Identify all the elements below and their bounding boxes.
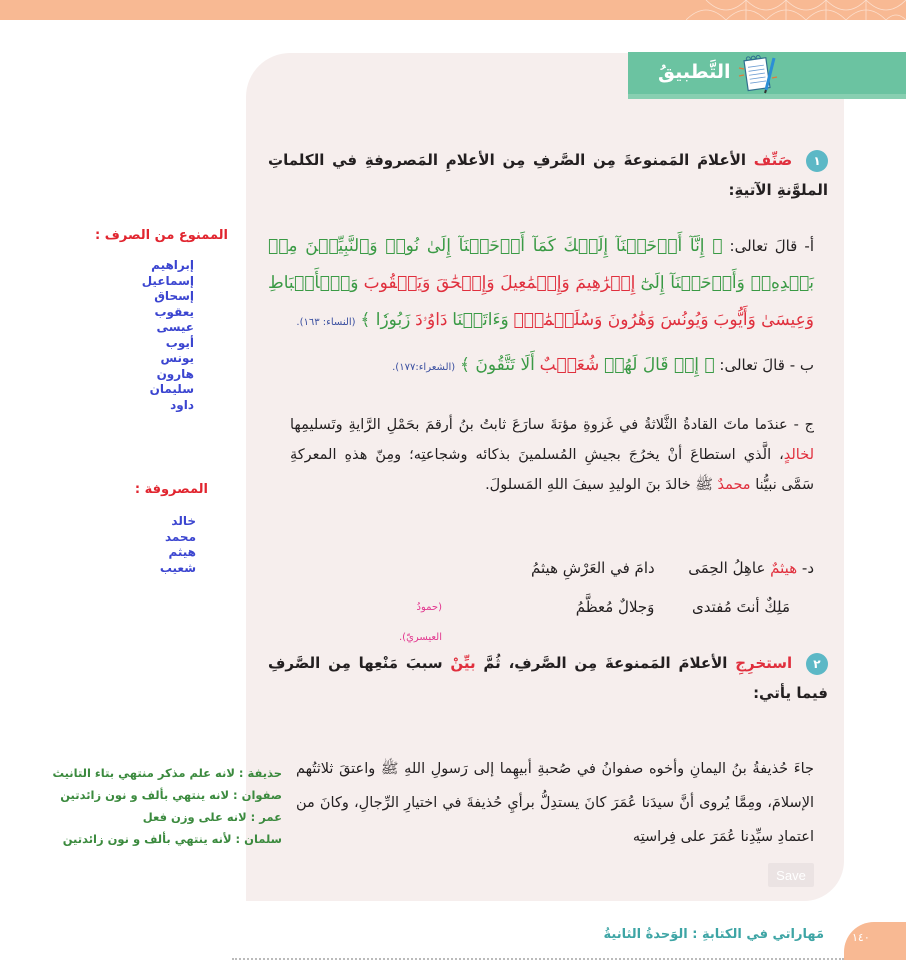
- forbidden-list: [100, 258, 194, 413]
- list-item: خالد: [171, 514, 196, 528]
- list-item: إبراهيم: [151, 258, 194, 272]
- declinable-list: [120, 514, 196, 576]
- list-item: إسحاق: [154, 289, 194, 303]
- item-d-line2-hemistich1: مَلِكٌ أنتَ مُفتدى: [691, 598, 790, 616]
- item-a-verse-red3: وَيُونُسَ وَهَٰرُونَ وَسُلَيۡمَٰنَۚ: [513, 310, 709, 330]
- list-item: شعيب: [159, 560, 196, 575]
- list-item: أيوب: [165, 335, 194, 350]
- footer-dotted-divider: [232, 956, 844, 960]
- list-item: إسماعيل: [141, 273, 194, 288]
- instruction-verb-explain: بيِّنْ: [450, 654, 476, 672]
- forbidden-heading: الممنوع من الصرف :: [95, 228, 228, 243]
- item-c-red-khalid: لخالدٍ: [783, 447, 814, 463]
- list-item: يعقوب: [154, 304, 194, 319]
- item-b-verse-red: شُعَيۡبٌ: [539, 355, 600, 375]
- answer-item: سلمان : لأنه ينتهي بألف و نون زائدتين: [62, 832, 282, 846]
- declinable-heading: المصروفة :: [134, 482, 208, 497]
- exercise2-instruction: [268, 648, 828, 708]
- instruction-text: الأعلامَ المَمنوعةَ مِن الصَّرفِ مِن الأعلامِ المَصروفةِ في الكلماتِ الملوَّنةِ الآتيةِ:: [268, 151, 828, 199]
- item-d-label: د-: [801, 559, 814, 577]
- item-d-hemistich2: دامَ في العَرْشِ هيثمُ: [531, 559, 655, 577]
- answer-item: حذيفة : لانه علم مذكر منتهي بتاء التانيث: [52, 766, 282, 780]
- item-b-verse-part1: ﴿ إِذۡ قَالَ لَهُمۡ: [604, 355, 715, 375]
- item-b-label: ب - قالَ تعالى:: [719, 356, 814, 374]
- item-a-verse-red1: إِبۡرَٰهِيمَ وَإِسۡمَٰعِيلَ وَإِسۡحَٰقَ وَيَعۡقُوبَ: [363, 273, 636, 293]
- item-d-red-haitham: هيثمٌ: [770, 559, 798, 577]
- exercise1-number: ١: [806, 150, 828, 172]
- list-item: عيسى: [156, 320, 194, 334]
- instruction-verb: صَنِّف: [753, 151, 793, 169]
- item-a-verse-red4: دَاوُۥدَ: [415, 310, 448, 330]
- item-c-text3: ﷺ خالدَ بنَ الوليدِ سيفَ اللهِ المَسلولَ.: [485, 477, 713, 493]
- item-c-text1: عندَما ماتَ القادةُ الثَّلاثةُ في غَزوةِ مؤتةَ سارَعَ ثابتُ بنُ أرقمَ بحَمْلِ الرَّايةِ وتَسليمِها: [290, 417, 788, 433]
- item-d-line1: [500, 553, 814, 583]
- item-c: [290, 410, 814, 500]
- exercise1-instruction: [268, 145, 828, 205]
- notepad-pencil-icon: [736, 54, 780, 94]
- item-c-red-muhammad: محمدٌ: [717, 477, 751, 493]
- list-item: يونس: [160, 351, 194, 365]
- poet-reference: (حمودُ العيسريّ).: [398, 602, 442, 643]
- list-item: هيثم: [168, 545, 196, 559]
- exercise2-paragraph: جاءَ حُذيفةُ بنُ اليمانِ وأخوه صفوانُ في صُحبةِ أبيهِما إلى رَسولِ اللهِ ﷺ واعتقَ ثلاثتُهم الإسلامَ، ومِمَّا يُروى أنَّ سيدَنا عُمَرَ كانَ يستدِلُّ برأيِ حُذيفةَ في اختيارِ الرِّجالِ، وكانَ من اعتمادِ سيِّدِنا عُمَرَ على فِراستِه: [296, 761, 814, 845]
- item-a-label: أ- قالَ تعالى:: [729, 237, 814, 255]
- list-item: هارون: [156, 366, 194, 381]
- geometric-pattern-icon: [686, 0, 906, 20]
- instruction-verb-extract: استخرِجِ: [735, 654, 793, 672]
- item-a-verse-green3: زَبُورٗا ﴾: [360, 310, 411, 330]
- item-a-verse-line1: ﴿ إِنَّآ أَوۡحَيۡنَآ إِلَيۡكَ كَمَآ أَوۡحَيۡنَآ إِلَىٰ نُوحٖ وَٱلنَّبِيِّـۧنَ مِنۢ بَعۡدِهِۦۚ وَأَوۡحَيۡنَآ إِلَىٰٓ: [268, 236, 814, 293]
- book-title: مَهاراتي في الكتابةِ : الوَحدةُ الثانيةُ: [603, 927, 824, 942]
- instruction-mid: الأعلامَ المَمنوعةَ مِن الصَّرفِ، ثُمَّ: [483, 654, 728, 672]
- item-b-verse-part2: أَلَا تَتَّقُونَ ﴾: [459, 355, 535, 375]
- exercise2-number: ٢: [806, 653, 828, 675]
- exercise2-answers: [0, 762, 282, 850]
- item-a-verse-green: وَٱلۡأَسۡبَاطِ: [268, 273, 359, 293]
- top-decorative-band: [0, 0, 906, 20]
- item-a: [268, 228, 814, 341]
- item-a-reference: (النساء: ١٦٣).: [296, 317, 356, 328]
- list-item: داود: [170, 397, 194, 412]
- page-number: ١٤٠: [852, 931, 870, 944]
- save-button[interactable]: Save: [768, 863, 814, 887]
- answer-item: صفوان : لانه ينتهي بألف و نون زائدتين: [60, 788, 282, 802]
- instruction-rest: سببَ مَنْعِها مِن الصَّرفِ فيما يأتي:: [268, 654, 828, 702]
- item-c-label: ج -: [793, 417, 814, 433]
- item-b: [268, 350, 814, 383]
- list-item: سليمان: [149, 382, 194, 396]
- section-header: [628, 52, 906, 99]
- answer-item: عمر : لانه على وزن فعل: [142, 810, 282, 824]
- item-d-line2-hemistich2: وَجلالٌ مُعظَّمُ: [575, 598, 655, 616]
- section-title: التَّطبيقُ: [658, 61, 731, 83]
- item-d-line2: [430, 592, 790, 622]
- list-item: محمد: [164, 529, 196, 544]
- item-c-text2: ، الَّذي استطاعَ أنْ يخرُجَ بجيشِ المُسلمينَ بذكائه وشجاعتِه؛ ومِنّ هذهِ المعركةِ سَمَّى نبيُّنا: [290, 447, 814, 493]
- item-b-reference: (الشعراء:١٧٧).: [392, 362, 456, 373]
- item-a-verse-red2: وَعِيسَىٰ وَأَيُّوبَ: [713, 310, 814, 330]
- item-a-verse-green2: وَءَاتَيۡنَا: [452, 310, 509, 330]
- item-d-hemistich1: عاهِلُ الحِمَى: [688, 559, 766, 577]
